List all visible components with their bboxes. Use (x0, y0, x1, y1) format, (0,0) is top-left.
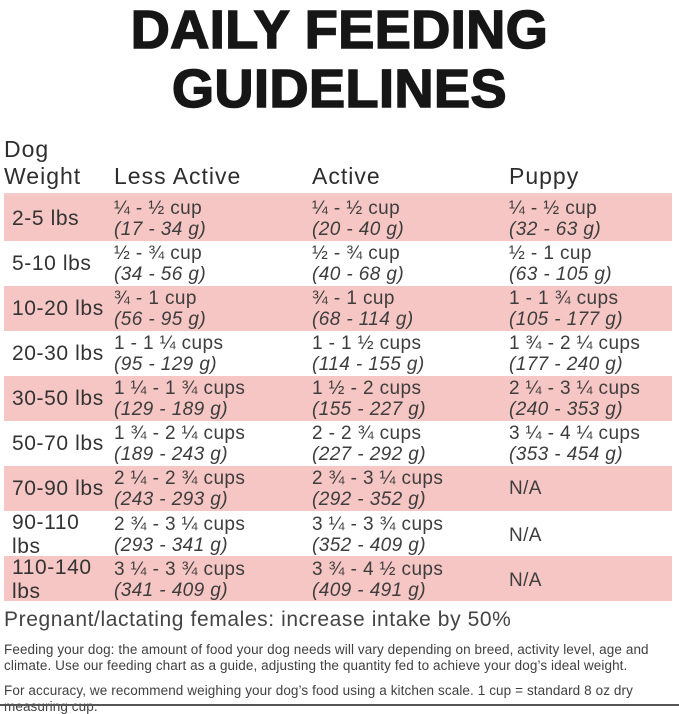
cups-value: 3 ¼ - 3 ¾ cups (114, 559, 246, 580)
active-cell (312, 198, 509, 240)
less-active-cell (114, 243, 312, 285)
cups-value: 3 ¼ - 3 ¾ cups (312, 514, 444, 535)
table-row (4, 376, 672, 421)
cups-value: ½ - ¾ cup (114, 242, 203, 264)
active-cell (312, 333, 509, 375)
table-row (4, 466, 672, 511)
puppy-cell (509, 570, 672, 591)
active-cell (312, 468, 509, 510)
feeding-note: Feeding your dog: the amount of food your dog needs will vary depending on breed, activity level, age and climate. Use our feeding chart as a guide, adjusting the quantity fed to achieve your dog’s ideal weight. (4, 642, 649, 673)
puppy-cell (509, 333, 672, 375)
table-row (4, 241, 672, 286)
cups-value: 2 ¾ - 3 ¼ cups (312, 467, 444, 489)
table-row (4, 286, 672, 331)
header-active: Active (312, 163, 381, 189)
notes-section (4, 608, 669, 714)
cups-value: ¼ - ½ cup (114, 197, 203, 219)
weight-cell: 90-110 lbs (12, 511, 80, 558)
table-header-row (4, 136, 672, 196)
grams-value: (352 - 409 g) (312, 535, 426, 556)
page-title-line1: DAILY FEEDING (130, 0, 549, 60)
grams-value: (227 - 292 g) (312, 443, 426, 465)
feeding-table (4, 136, 672, 601)
cups-value: N/A (509, 524, 542, 546)
grams-value: (293 - 341 g) (114, 535, 228, 556)
cups-value: 1 ¾ - 2 ¼ cups (114, 422, 246, 444)
weight-cell: 5-10 lbs (12, 251, 92, 275)
puppy-cell (509, 243, 672, 285)
less-active-cell (114, 198, 312, 240)
grams-value: (240 - 353 g) (509, 398, 623, 420)
weight-cell: 30-50 lbs (12, 386, 104, 410)
puppy-cell (509, 423, 672, 465)
puppy-cell (509, 478, 672, 499)
cups-value: 3 ¾ - 4 ½ cups (312, 559, 444, 580)
cups-value: N/A (509, 478, 542, 499)
grams-value: (341 - 409 g) (114, 580, 228, 601)
grams-value: (177 - 240 g) (509, 353, 623, 375)
grams-value: (68 - 114 g) (312, 308, 414, 330)
less-active-cell (114, 423, 312, 465)
cups-value: 1 ½ - 2 cups (312, 377, 422, 399)
weight-cell: 50-70 lbs (12, 431, 104, 455)
header-dog-weight: Dog Weight (4, 136, 82, 189)
grams-value: (63 - 105 g) (509, 263, 613, 285)
grams-value: (56 - 95 g) (114, 308, 207, 330)
less-active-cell (114, 288, 312, 330)
weight-cell: 110-140 lbs (12, 556, 92, 603)
table-row (4, 331, 672, 376)
table-row (4, 196, 672, 241)
weight-cell: 70-90 lbs (12, 476, 104, 500)
active-cell (312, 243, 509, 285)
cups-value: 1 ¼ - 1 ¾ cups (114, 377, 246, 399)
less-active-cell (114, 559, 312, 601)
active-cell (312, 288, 509, 330)
less-active-cell (114, 514, 312, 556)
table-row (4, 421, 672, 466)
grams-value: (34 - 56 g) (114, 263, 207, 285)
table-row (4, 556, 672, 601)
grams-value: (40 - 68 g) (312, 263, 405, 285)
cups-value: ¾ - 1 cup (312, 287, 395, 309)
active-cell (312, 378, 509, 420)
cups-value: ¼ - ½ cup (509, 197, 598, 219)
cups-value: 1 - 1 ½ cups (312, 332, 422, 354)
grams-value: (32 - 63 g) (509, 218, 602, 240)
cups-value: 3 ¼ - 4 ¼ cups (509, 422, 641, 444)
puppy-cell (509, 378, 672, 420)
header-puppy: Puppy (509, 163, 580, 189)
page-title-line2: GUIDELINES (171, 59, 508, 119)
page-title (0, 0, 679, 119)
puppy-cell (509, 525, 672, 546)
cups-value: ¾ - 1 cup (114, 287, 197, 309)
grams-value: (243 - 293 g) (114, 488, 228, 510)
grams-value: (353 - 454 g) (509, 443, 623, 465)
less-active-cell (114, 378, 312, 420)
grams-value: (129 - 189 g) (114, 398, 228, 420)
weight-cell: 10-20 lbs (12, 296, 104, 320)
cups-value: 2 ¼ - 2 ¾ cups (114, 467, 246, 489)
accuracy-note: For accuracy, we recommend weighing your dog’s food using a kitchen scale. 1 cup = standard 8 oz dry measuring cup. (4, 683, 633, 714)
cups-value: 1 - 1 ¼ cups (114, 332, 224, 354)
cups-value: 2 - 2 ¾ cups (312, 422, 422, 444)
active-cell (312, 559, 509, 601)
cups-value: 2 ¼ - 3 ¼ cups (509, 377, 641, 399)
grams-value: (409 - 491 g) (312, 580, 426, 601)
grams-value: (114 - 155 g) (312, 353, 425, 375)
grams-value: (95 - 129 g) (114, 353, 218, 375)
grams-value: (292 - 352 g) (312, 488, 426, 510)
less-active-cell (114, 333, 312, 375)
puppy-cell (509, 288, 672, 330)
cups-value: 1 - 1 ¾ cups (509, 287, 619, 309)
header-less-active: Less Active (114, 163, 242, 189)
active-cell (312, 423, 509, 465)
grams-value: (20 - 40 g) (312, 218, 405, 240)
active-cell (312, 514, 509, 556)
weight-cell: 2-5 lbs (12, 206, 80, 230)
grams-value: (155 - 227 g) (312, 398, 426, 420)
cups-value: ½ - 1 cup (509, 242, 592, 264)
less-active-cell (114, 468, 312, 510)
pregnant-note: Pregnant/lactating females: increase intake by 50% (4, 608, 512, 631)
table-row (4, 511, 672, 556)
cups-value: ¼ - ½ cup (312, 197, 401, 219)
puppy-cell (509, 198, 672, 240)
cups-value: 1 ¾ - 2 ¼ cups (509, 332, 641, 354)
cups-value: 2 ¾ - 3 ¼ cups (114, 514, 246, 535)
grams-value: (189 - 243 g) (114, 443, 228, 465)
weight-cell: 20-30 lbs (12, 341, 104, 365)
grams-value: (17 - 34 g) (114, 218, 207, 240)
grams-value: (105 - 177 g) (509, 308, 623, 330)
cups-value: N/A (509, 569, 542, 591)
cups-value: ½ - ¾ cup (312, 242, 401, 264)
